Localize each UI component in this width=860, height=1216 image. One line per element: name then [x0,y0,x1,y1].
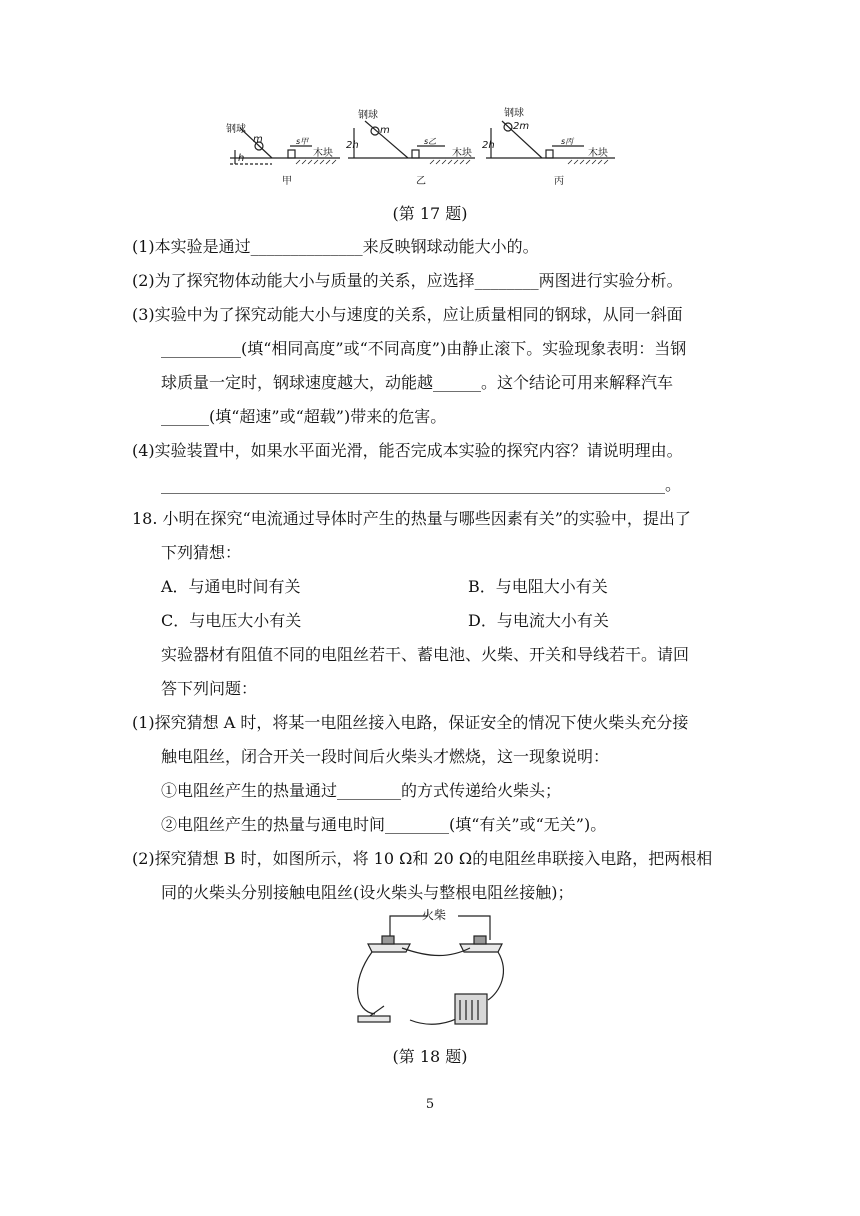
ball-label-yi: 钢球 [358,110,378,121]
panel-name-jia: 甲 [282,176,292,187]
q17-part4-line2: _______________________________________________________________。 [161,475,681,494]
figure-18-circuit-diagram [350,902,510,1037]
q18-info-line2: 答下列问题： [161,679,258,698]
height-label-bing: 2h [482,140,495,151]
page-number: 5 [425,1097,435,1112]
q18-part1-line1: (1)探究猜想 A 时，将某一电阻丝接入电路，保证安全的情况下使火柴头充分接 [132,713,689,732]
figure-18-caption: (第 18 题) [392,1047,468,1066]
q18-stem-line1: 18. 小明在探究“电流通过导体时产生的热量与哪些因素有关”的实验中，提出了 [132,509,691,528]
q18-part1-b: ②电阻丝产生的热量与通电时间________(填“有关”或“无关”)。 [161,815,607,834]
ball-label-bing: 钢球 [504,108,524,119]
match-label: 火柴 [421,908,447,922]
figure-17-caption: (第 17 题) [392,204,468,223]
mass-label-bing: 2m [513,121,530,132]
distance-label-jia: s甲 [296,137,309,146]
height-label-yi: 2h [346,140,359,151]
q18-option-c: C．与电压大小有关 [161,611,302,630]
height-label-jia: h [238,153,245,164]
q18-stem-line2: 下列猜想： [161,543,242,562]
q18-info-line1: 实验器材有阻值不同的电阻丝若干、蓄电池、火柴、开关和导线若干。请回 [161,645,690,664]
block-label-yi: 木块 [452,148,472,159]
q18-part1-line2: 触电阻丝，闭合开关一段时间后火柴头才燃烧，这一现象说明： [161,747,610,766]
q18-part1-a: ①电阻丝产生的热量通过________的方式传递给火柴头； [161,781,562,800]
q17-part3-line4: ______(填“超速”或“超载”)带来的危害。 [161,407,447,426]
q18-option-d: D．与电流大小有关 [468,611,609,630]
panel-name-bing: 丙 [554,176,564,187]
q17-part3-line1: (3)实验中为了探究动能大小与速度的关系，应让质量相同的钢球，从同一斜面 [132,305,683,324]
q17-part3-line3: 球质量一定时，钢球速度越大，动能越______。这个结论可用来解释汽车 [161,373,674,392]
mass-label-yi: m [380,125,390,136]
q17-part3-line2: __________(填“相同高度”或“不同高度”)由静止滚下。实验现象表明：当钢 [161,339,687,358]
q18-option-b: B．与电阻大小有关 [468,577,608,596]
panel-name-yi: 乙 [416,176,426,187]
q17-part1: (1)本实验是通过______________来反映钢球动能大小的。 [132,237,539,256]
q18-part2-line1: (2)探究猜想 B 时，如图所示，将 10 Ω和 20 Ω的电阻丝串联接入电路，把两根相 [132,849,713,868]
block-label-jia: 木块 [313,148,333,159]
q18-option-a: A．与通电时间有关 [161,577,301,596]
mass-label-jia: m [253,134,263,145]
q17-part4-line1: (4)实验装置中，如果水平面光滑，能否完成本实验的探究内容？请说明理由。 [132,441,683,460]
distance-label-yi: s乙 [424,137,437,146]
q17-part2: (2)为了探究物体动能大小与质量的关系，应选择________两图进行实验分析。 [132,271,683,290]
ball-label-jia: 钢球 [226,124,246,135]
q18-part2-line2: 同的火柴头分别接触电阻丝(设火柴头与整根电阻丝接触)； [161,883,574,902]
distance-label-bing: s丙 [561,137,574,146]
block-label-bing: 木块 [588,148,608,159]
figure-17-diagram [220,106,640,194]
